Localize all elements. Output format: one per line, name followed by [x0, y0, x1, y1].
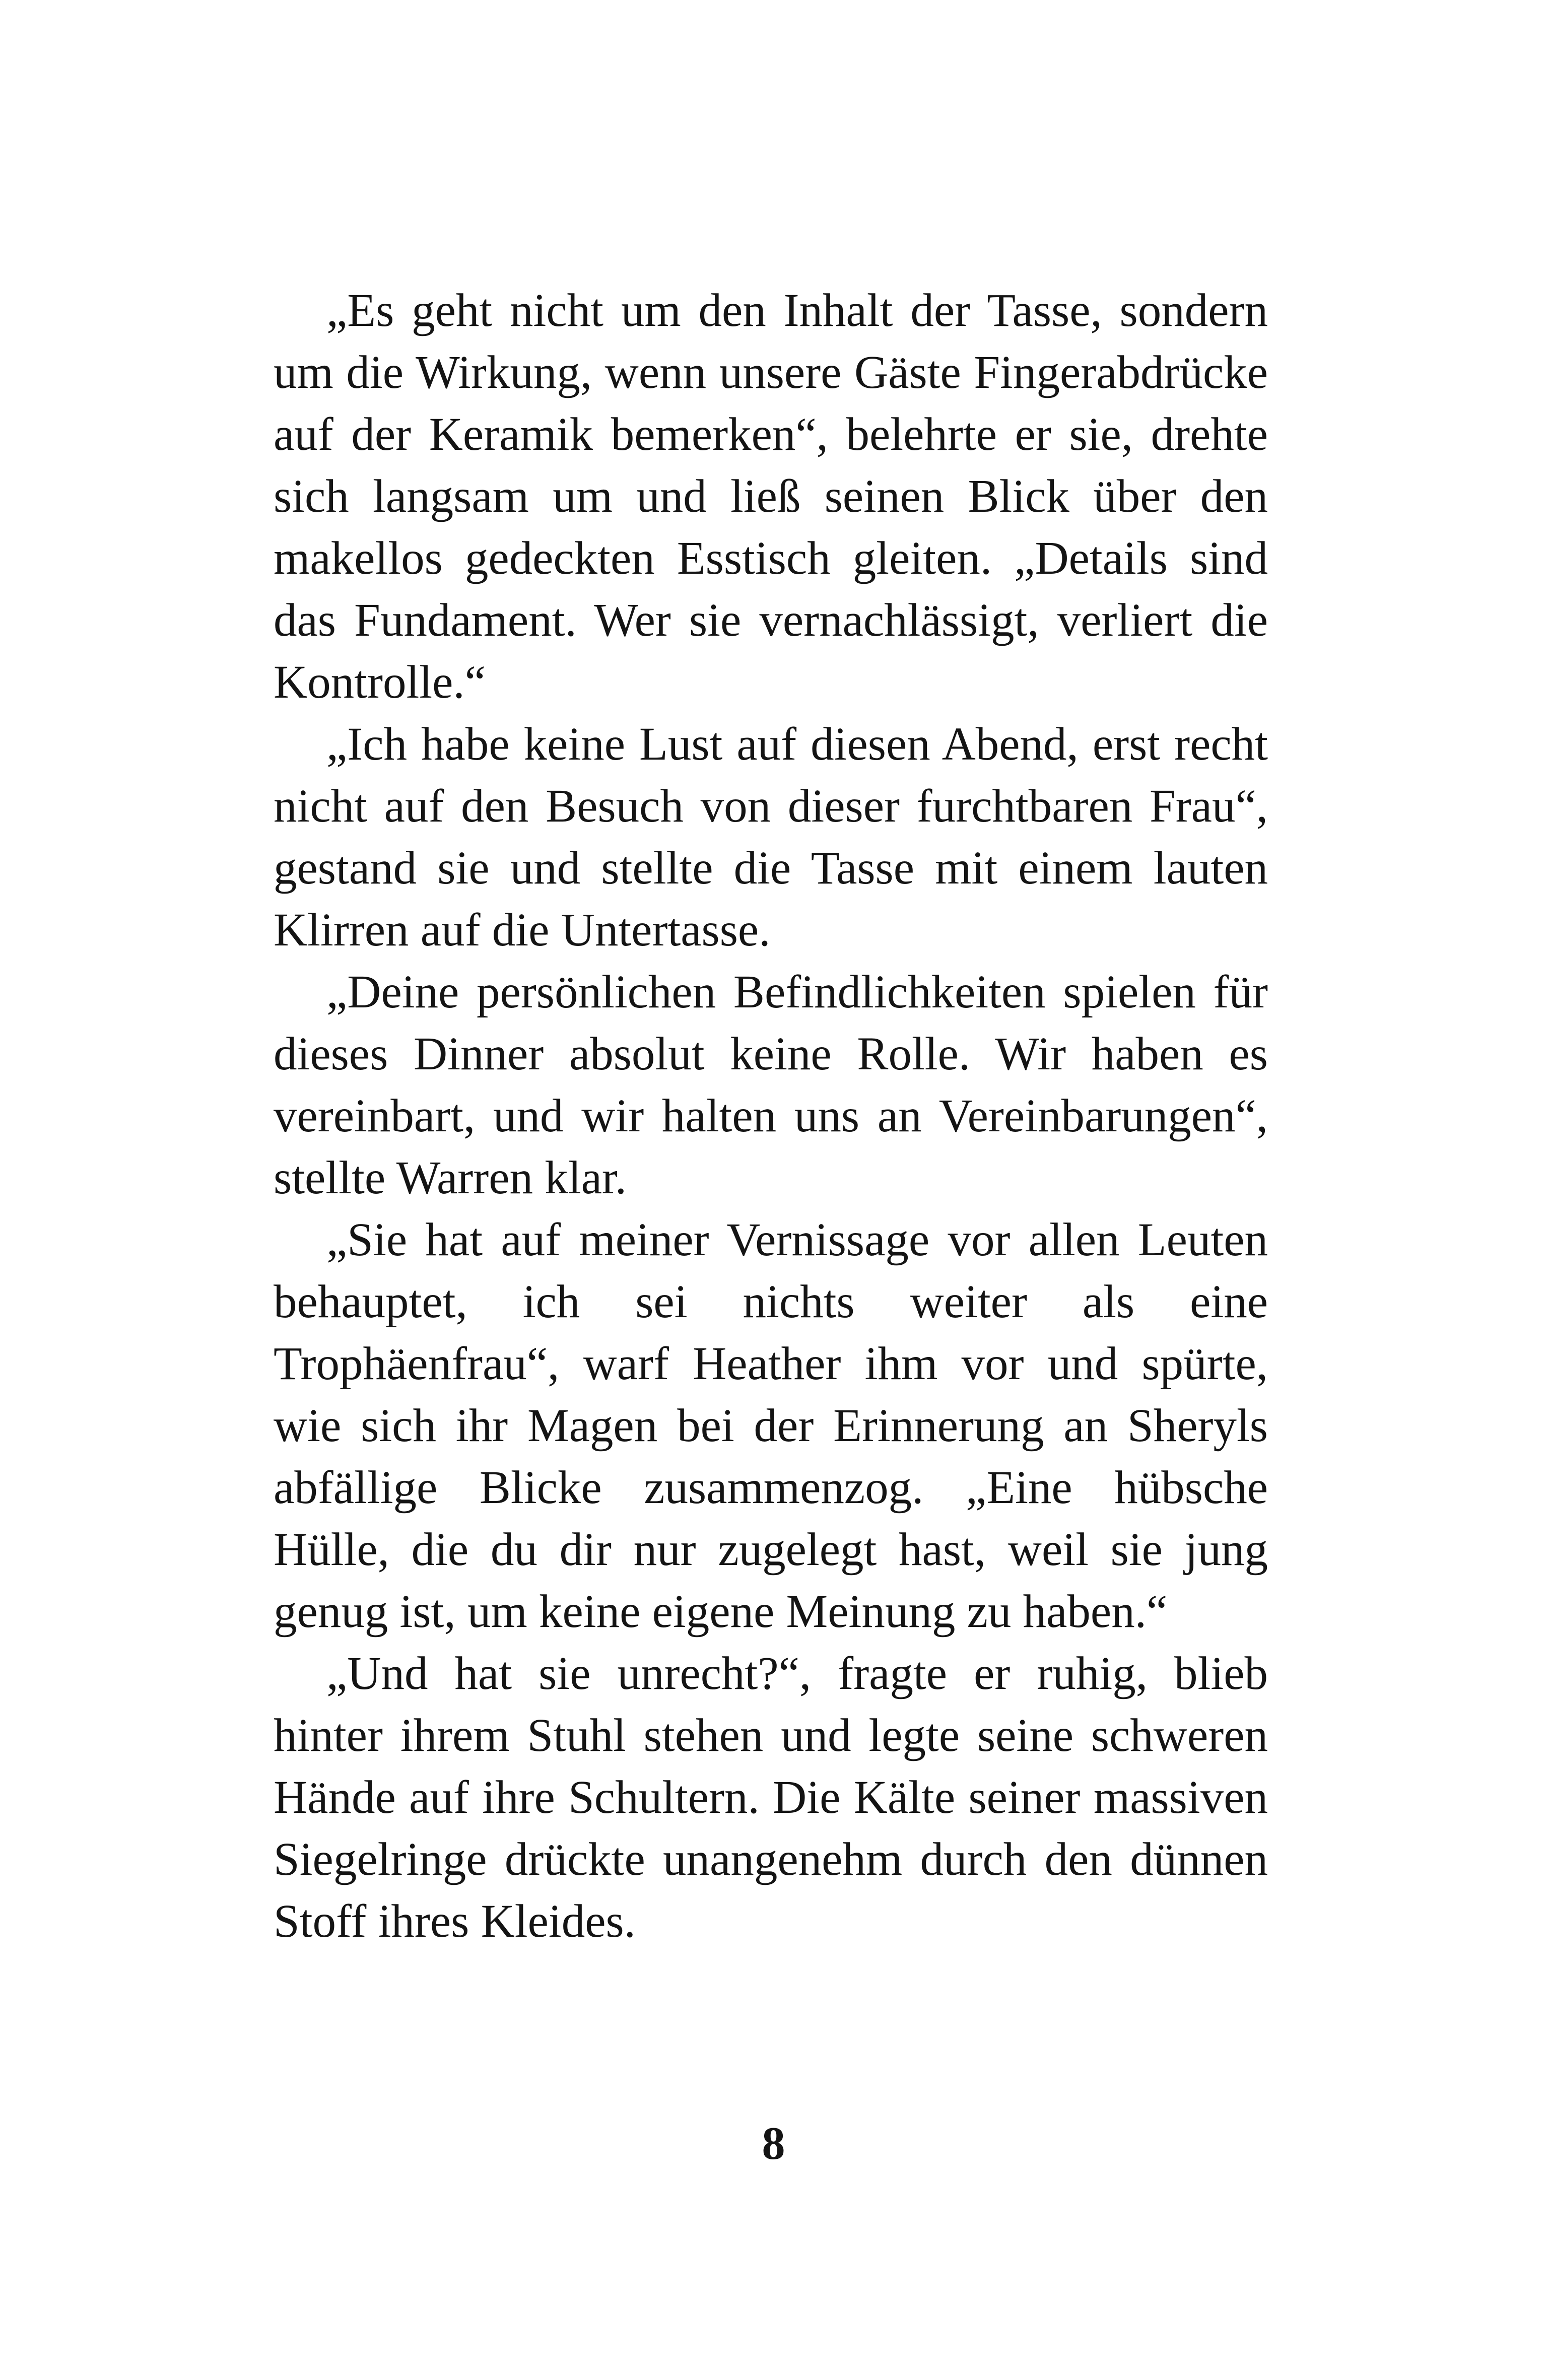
paragraph-4: „Sie hat auf meiner Vernissage vor allen Leuten behauptet, ich sei nichts weiter als eine Trophäenfrau“, warf Heather ihm vor und spürte, wie sich ihr Magen bei der Erinnerung an Sheryls abfällige Blicke zusammenzog. „Eine hübsche Hülle, die du dir nur zugelegt hast, weil sie jung genug ist, um keine eigene Meinung zu haben.“	[274, 1214, 1268, 1638]
paragraph-5: „Und hat sie unrecht?“, fragte er ruhig, blieb hinter ihrem Stuhl stehen und legte seine schweren Hände auf ihre Schultern. Die Kälte seiner massiven Siegelringe drückte unangenehm durch den dünnen Stoff ihres Kleides.	[274, 1648, 1268, 1947]
paragraph-2: „Ich habe keine Lust auf diesen Abend, erst recht nicht auf den Besuch von dieser furchtbaren Frau“, gestand sie und stellte die Tasse mit einem lauten Klirren auf die Untertasse.	[274, 718, 1268, 956]
paragraph-3: „Deine persönlichen Befindlichkeiten spielen für dieses Dinner absolut keine Rolle. Wir haben es vereinbart, und wir halten uns an Vereinbarungen“, stellte Warren klar.	[274, 966, 1268, 1204]
body-text	[274, 280, 1268, 1952]
page-number: 8	[762, 2118, 785, 2169]
paragraph-1: „Es geht nicht um den Inhalt der Tasse, sondern um die Wirkung, wenn unsere Gäste Fingerabdrücke auf der Keramik bemerken“, belehrte er sie, drehte sich langsam um und ließ seinen Blick über den makellos gedeckten Esstisch gleiten. „Details sind das Fundament. Wer sie vernachlässigt, verliert die Kontrolle.“	[274, 285, 1268, 708]
